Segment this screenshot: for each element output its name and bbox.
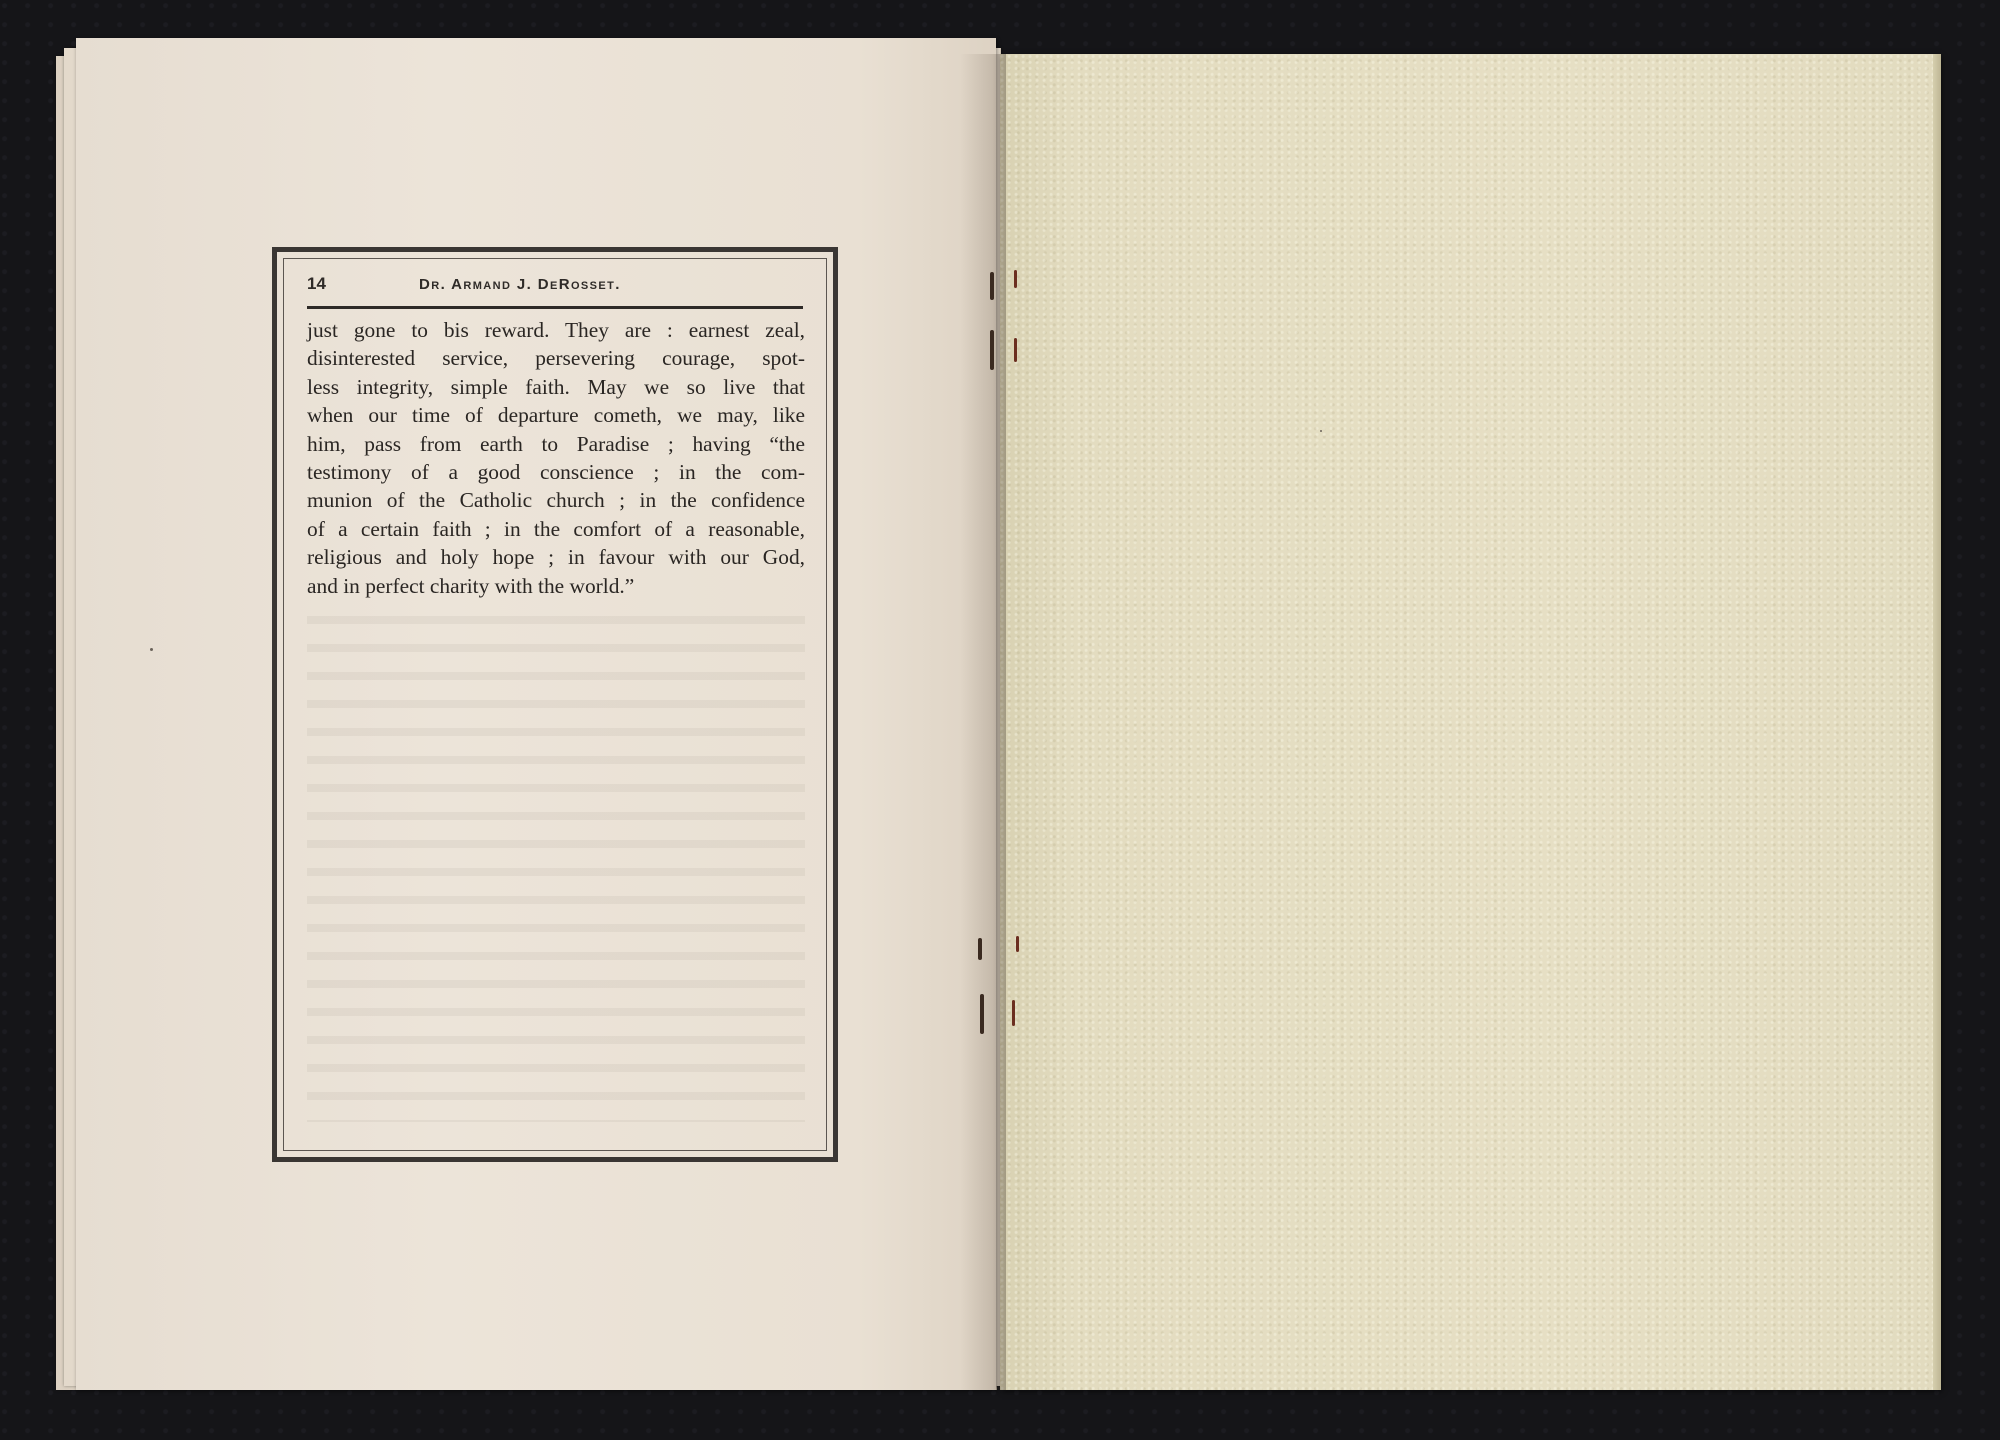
paper-speck (150, 648, 153, 651)
text-line: and in perfect charity with the world.” (307, 573, 635, 598)
text-line: of a certain faith ; in the comfort of a reasonable, (307, 516, 805, 541)
text-line: munion of the Catholic church ; in the confidence (307, 488, 805, 513)
text-line: him, pass from earth to Paradise ; having “the (307, 431, 805, 456)
book-gutter (960, 54, 1006, 1390)
stitch-hole (990, 272, 994, 300)
text-line: disinterested service, persevering courage, spot- (307, 346, 805, 371)
stitch-hole (1014, 270, 1017, 288)
text-line: just gone to bis reward. They are : earnest zeal, (307, 318, 805, 342)
text-line: when our time of departure cometh, we may, like (307, 403, 805, 428)
stitch-hole (1012, 1000, 1015, 1026)
text-line: religious and holy hope ; in favour with our God, (307, 545, 805, 570)
stitch-hole (980, 994, 984, 1034)
stitch-hole (1016, 936, 1019, 952)
paper-speck (1320, 430, 1322, 432)
stitch-hole (978, 938, 982, 960)
running-head (307, 270, 803, 309)
body-text (307, 316, 805, 600)
bleed-through-text (307, 602, 805, 1122)
running-title: Dr. Armand J. DeRosset. (419, 276, 621, 293)
right-page (1000, 54, 1940, 1390)
stitch-hole (990, 330, 994, 370)
page-number: 14 (307, 274, 326, 293)
text-frame (272, 247, 838, 1162)
right-page-edge (1933, 54, 1941, 1390)
stitch-hole (1014, 338, 1017, 362)
text-line: less integrity, simple faith. May we so live that (307, 374, 805, 399)
text-line: testimony of a good conscience ; in the com- (307, 459, 805, 484)
